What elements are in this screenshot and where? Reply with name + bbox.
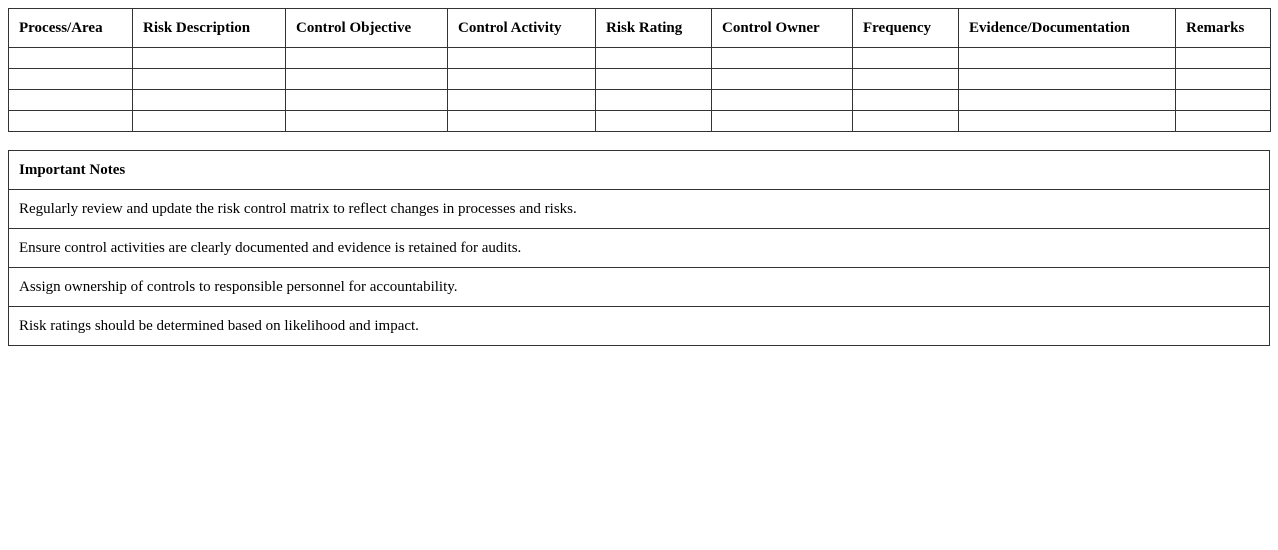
important-notes-table bbox=[8, 150, 1270, 346]
table-cell[interactable] bbox=[959, 69, 1176, 90]
note-row bbox=[9, 229, 1270, 268]
table-cell[interactable] bbox=[448, 90, 596, 111]
column-header-risk-rating: Risk Rating bbox=[596, 9, 712, 48]
table-cell[interactable] bbox=[448, 111, 596, 132]
table-cell[interactable] bbox=[712, 90, 853, 111]
table-cell[interactable] bbox=[1176, 48, 1271, 69]
table-row bbox=[9, 48, 1271, 69]
table-cell[interactable] bbox=[286, 90, 448, 111]
table-cell[interactable] bbox=[596, 69, 712, 90]
table-cell[interactable] bbox=[1176, 111, 1271, 132]
table-cell[interactable] bbox=[1176, 69, 1271, 90]
notes-title: Important Notes bbox=[9, 151, 1270, 190]
note-item: Ensure control activities are clearly documented and evidence is retained for audits. bbox=[9, 229, 1270, 268]
column-header-risk-description: Risk Description bbox=[133, 9, 286, 48]
column-header-control-objective: Control Objective bbox=[286, 9, 448, 48]
table-cell[interactable] bbox=[9, 90, 133, 111]
note-item: Risk ratings should be determined based on likelihood and impact. bbox=[9, 307, 1270, 346]
table-cell[interactable] bbox=[9, 69, 133, 90]
note-row bbox=[9, 268, 1270, 307]
table-cell[interactable] bbox=[286, 69, 448, 90]
column-header-control-owner: Control Owner bbox=[712, 9, 853, 48]
table-cell[interactable] bbox=[596, 90, 712, 111]
table-cell[interactable] bbox=[712, 48, 853, 69]
table-row bbox=[9, 111, 1271, 132]
table-cell[interactable] bbox=[9, 111, 133, 132]
note-item: Assign ownership of controls to responsible personnel for accountability. bbox=[9, 268, 1270, 307]
matrix-body bbox=[9, 48, 1271, 132]
column-header-evidence-documentation: Evidence/Documentation bbox=[959, 9, 1176, 48]
column-header-frequency: Frequency bbox=[853, 9, 959, 48]
table-cell[interactable] bbox=[853, 48, 959, 69]
table-cell[interactable] bbox=[712, 111, 853, 132]
table-cell[interactable] bbox=[1176, 90, 1271, 111]
column-header-remarks: Remarks bbox=[1176, 9, 1271, 48]
table-cell[interactable] bbox=[133, 48, 286, 69]
note-row bbox=[9, 190, 1270, 229]
table-cell[interactable] bbox=[853, 111, 959, 132]
table-cell[interactable] bbox=[959, 90, 1176, 111]
column-header-control-activity: Control Activity bbox=[448, 9, 596, 48]
notes-title-row bbox=[9, 151, 1270, 190]
table-cell[interactable] bbox=[133, 90, 286, 111]
matrix-header-row bbox=[9, 9, 1271, 48]
table-cell[interactable] bbox=[959, 48, 1176, 69]
table-cell[interactable] bbox=[448, 48, 596, 69]
table-cell[interactable] bbox=[959, 111, 1176, 132]
table-cell[interactable] bbox=[448, 69, 596, 90]
note-item: Regularly review and update the risk control matrix to reflect changes in processes and risks. bbox=[9, 190, 1270, 229]
risk-control-matrix-table bbox=[8, 8, 1271, 132]
table-cell[interactable] bbox=[596, 48, 712, 69]
table-cell[interactable] bbox=[286, 111, 448, 132]
table-cell[interactable] bbox=[133, 111, 286, 132]
column-header-process-area: Process/Area bbox=[9, 9, 133, 48]
table-cell[interactable] bbox=[853, 69, 959, 90]
table-cell[interactable] bbox=[853, 90, 959, 111]
table-cell[interactable] bbox=[133, 69, 286, 90]
matrix-header bbox=[9, 9, 1271, 48]
note-row bbox=[9, 307, 1270, 346]
table-cell[interactable] bbox=[596, 111, 712, 132]
table-row bbox=[9, 69, 1271, 90]
table-cell[interactable] bbox=[286, 48, 448, 69]
table-cell[interactable] bbox=[712, 69, 853, 90]
table-row bbox=[9, 90, 1271, 111]
table-cell[interactable] bbox=[9, 48, 133, 69]
